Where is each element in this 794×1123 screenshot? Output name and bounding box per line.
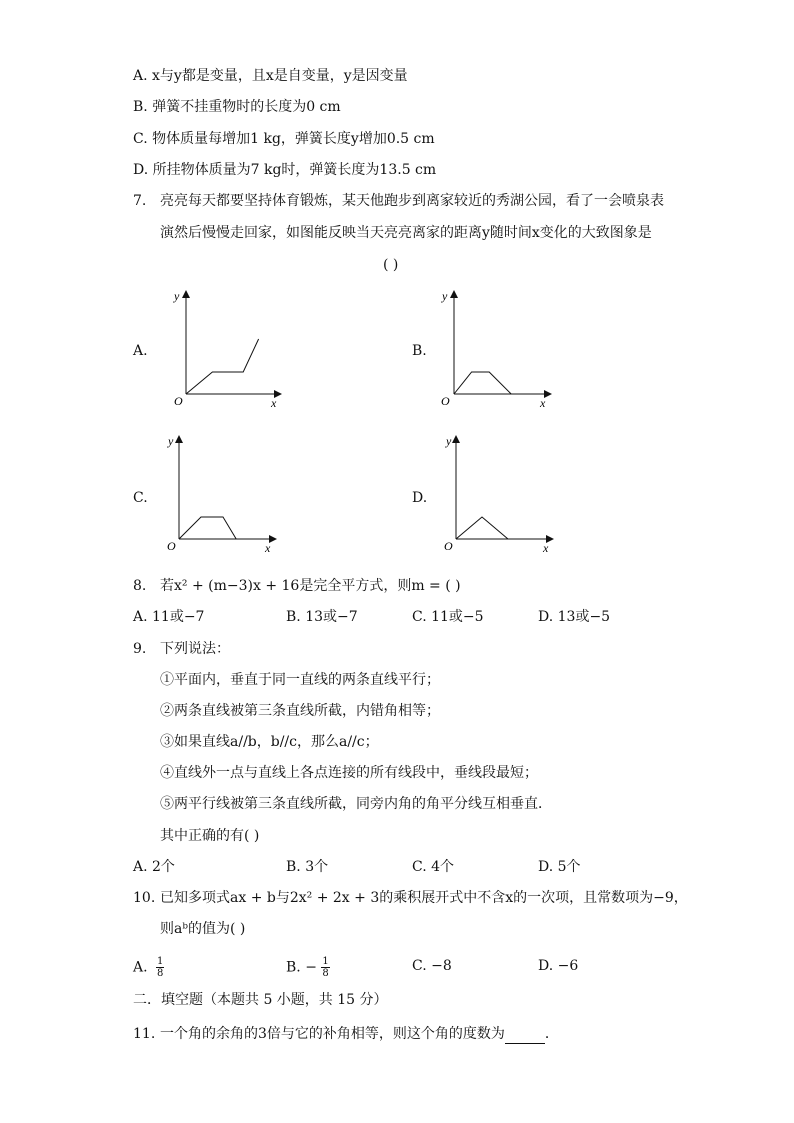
- q10-option-a-fraction: [156, 956, 164, 979]
- q7-stem-line2: 演然后慢慢走回家，如图能反映当天亮亮离家的距离y随时间x变化的大致图象是: [160, 225, 652, 241]
- origin-label: O: [444, 539, 453, 553]
- q9-option-c: C. 4个: [412, 859, 455, 875]
- q10-stem-line2: 则aᵇ的值为( ): [160, 921, 246, 937]
- origin-label: O: [441, 394, 450, 408]
- y-axis-label: y: [174, 289, 180, 303]
- q8-number: 8.: [133, 578, 147, 594]
- origin-label: O: [167, 539, 176, 553]
- q9-statement-1: ①平面内，垂直于同一直线的两条直线平行；: [160, 672, 440, 688]
- q9-stem: 下列说法：: [160, 641, 230, 657]
- q10-option-b-fraction: [321, 956, 329, 979]
- q7-label-c: C.: [133, 490, 148, 506]
- q8-stem: 若x² + (m−3)x + 16是完全平方式，则m = ( ): [160, 578, 461, 594]
- q7-label-a: A.: [133, 343, 148, 359]
- q9-number: 9.: [133, 641, 147, 657]
- x-axis-label: x: [540, 396, 546, 410]
- q6-option-d: D. 所挂物体质量为7 kg时，弹簧长度为13.5 cm: [133, 162, 437, 178]
- x-axis-label: x: [543, 541, 549, 555]
- q9-statement-4: ④直线外一点与直线上各点连接的所有线段中，垂线段最短；: [160, 765, 538, 781]
- y-axis-label: y: [168, 434, 174, 448]
- section2-title: 二．填空题（本题共 5 小题，共 15 分）: [133, 992, 388, 1008]
- q9-option-d: D. 5个: [538, 859, 581, 875]
- q9-option-a: A. 2个: [133, 859, 175, 875]
- q6-option-a: A. x与y都是变量，且x是自变量，y是因变量: [133, 68, 408, 84]
- q11-stem-text: 一个角的余角的3倍与它的补角相等，则这个角的度数为: [160, 1026, 505, 1042]
- graph-a-curve: [186, 339, 259, 394]
- q11-stem: [160, 1024, 559, 1044]
- q10-option-a: [133, 956, 164, 979]
- q7-graph-b: [432, 286, 562, 416]
- q10-number: 10.: [133, 890, 156, 906]
- graph-c-curve: [179, 517, 236, 539]
- y-axis-label: y: [446, 434, 452, 448]
- x-axis-label: x: [265, 541, 271, 555]
- q8-option-c: C. 11或−5: [412, 609, 484, 625]
- q8-option-a: A. 11或−7: [133, 609, 205, 625]
- graph-d-curve: [456, 517, 508, 539]
- q6-option-b: B. 弹簧不挂重物时的长度为0 cm: [133, 99, 341, 115]
- fraction-denominator: 8: [322, 968, 329, 979]
- q9-option-b: B. 3个: [286, 859, 329, 875]
- q8-option-d: D. 13或−5: [538, 609, 611, 625]
- q7-label-d: D.: [412, 490, 428, 506]
- q6-option-c: C. 物体质量每增加1 kg，弹簧长度y增加0.5 cm: [133, 131, 435, 147]
- q7-number: 7.: [133, 193, 147, 209]
- q10-option-d: D. −6: [538, 958, 579, 974]
- fraction-numerator: 1: [157, 956, 164, 967]
- origin-label: O: [174, 394, 183, 408]
- q10-stem-line1: 已知多项式ax + b与2x² + 2x + 3的乘积展开式中不含x的一次项，且常数项为−9，: [160, 890, 688, 906]
- q7-graph-a: [160, 286, 290, 416]
- q7-answer-paren: ( ): [383, 257, 399, 273]
- x-axis-label: x: [271, 396, 277, 410]
- q8-option-b: B. 13或−7: [286, 609, 358, 625]
- q7-graph-c: [155, 433, 285, 563]
- q7-stem-line1: 亮亮每天都要坚持体育锻炼，某天他跑步到离家较近的秀湖公园，看了一会喷泉表: [160, 193, 664, 209]
- q10-option-b: [286, 956, 330, 979]
- q11-stem-end: ．: [544, 1026, 559, 1042]
- q11-number: 11.: [133, 1026, 156, 1042]
- q10-option-b-prefix: B. −: [286, 959, 317, 976]
- fraction-numerator: 1: [322, 956, 329, 967]
- graph-b-curve: [454, 372, 511, 394]
- q9-ask: 其中正确的有( ): [160, 828, 260, 844]
- q10-option-a-prefix: A.: [133, 959, 148, 976]
- y-axis-label: y: [442, 289, 448, 303]
- q9-statement-3: ③如果直线a//b，b//c，那么a//c；: [160, 734, 379, 750]
- q11-answer-blank: [505, 1029, 545, 1044]
- q9-statement-2: ②两条直线被第三条直线所截，内错角相等；: [160, 703, 440, 719]
- q7-graph-d: [434, 433, 564, 563]
- fraction-denominator: 8: [157, 968, 164, 979]
- q9-statement-5: ⑤两平行线被第三条直线所截，同旁内角的角平分线互相垂直．: [160, 796, 552, 812]
- q10-option-c: C. −8: [412, 958, 452, 974]
- q7-label-b: B.: [412, 343, 427, 359]
